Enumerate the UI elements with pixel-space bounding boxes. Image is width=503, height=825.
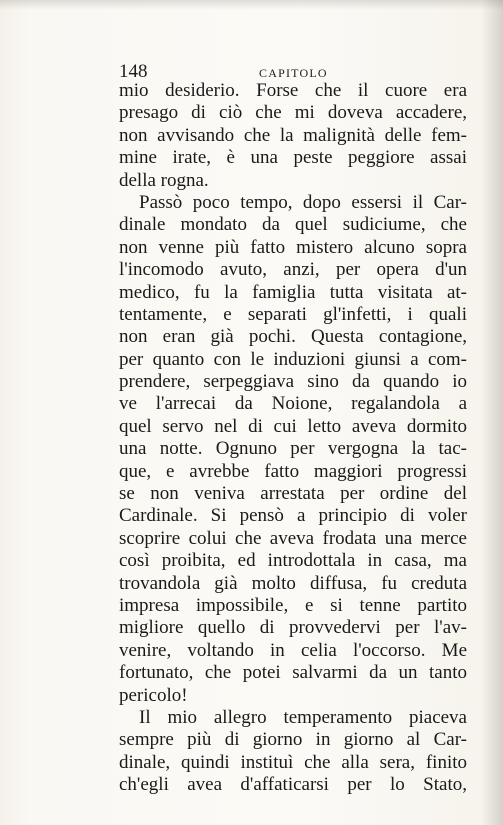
text-line: scoprire colui che aveva frodata una merce [119, 527, 467, 549]
text-line: per quanto con le induzioni giunsi a com- [119, 348, 467, 370]
text-line: presago di ciò che mi doveva accadere, [119, 102, 467, 124]
text-line: l'incomodo avuto, anzi, per opera d'un [119, 259, 467, 281]
text-line: Passò poco tempo, dopo essersi il Car- [139, 191, 467, 213]
text-line: prendere, serpeggiava sino da quando io [119, 371, 467, 393]
page-number: 148 [119, 61, 148, 82]
text-line: Il mio allegro temperamento piaceva [139, 706, 467, 728]
text-line: pericolo! [119, 684, 188, 706]
text-line: migliore quello di provvedervi per l'av- [119, 617, 467, 639]
text-line: venire, voltando in celia l'occorso. Me [119, 639, 467, 661]
page-top-shadow [0, 0, 503, 10]
text-line: così proibita, ed introdottala in casa, ma [119, 550, 467, 572]
text-line: medico, fu la famiglia tutta visitata at- [119, 281, 467, 303]
text-line: dinale mondato da quel sudiciume, che [119, 214, 467, 236]
text-line: tentamente, e separati gl'infetti, i quali [119, 303, 467, 325]
text-line: se non veniva arrestata per ordine del [119, 483, 467, 505]
text-line: ve l'arrecai da Noione, regalandola a [119, 393, 467, 415]
text-line: Cardinale. Si pensò a principio di voler [119, 505, 467, 527]
text-line: una notte. Ognuno per vergogna la tac- [119, 438, 467, 460]
running-head: CAPITOLO [259, 66, 328, 80]
text-line: mio desiderio. Forse che il cuore era [119, 80, 467, 101]
text-line: fortunato, che potei salvarmi da un tanto [119, 662, 467, 684]
body-text [119, 80, 467, 797]
text-line: non avvisando che la malignità delle fem- [119, 124, 467, 146]
text-line: non eran già pochi. Questa contagione, [119, 326, 467, 348]
text-line: mine irate, è una peste peggiore assai [119, 147, 467, 169]
text-line: trovandola già molto diffusa, fu creduta [119, 572, 467, 594]
text-line: della rogna. [119, 169, 209, 191]
text-line: impresa impossibile, e si tenne partito [119, 594, 467, 616]
text-line: quel servo nel di cui letto aveva dormito [119, 415, 467, 437]
text-line: non venne più fatto mistero alcuno sopra [119, 236, 467, 258]
page-gutter-shadow [481, 0, 503, 825]
text-line: sempre più di giorno in giorno al Car- [119, 729, 467, 751]
text-line: que, e avrebbe fatto maggiori progressi [119, 460, 467, 482]
text-line: ch'egli avea d'affaticarsi per lo Stato, [119, 774, 467, 796]
text-line: dinale, quindi instituì che alla sera, finito [119, 751, 467, 773]
